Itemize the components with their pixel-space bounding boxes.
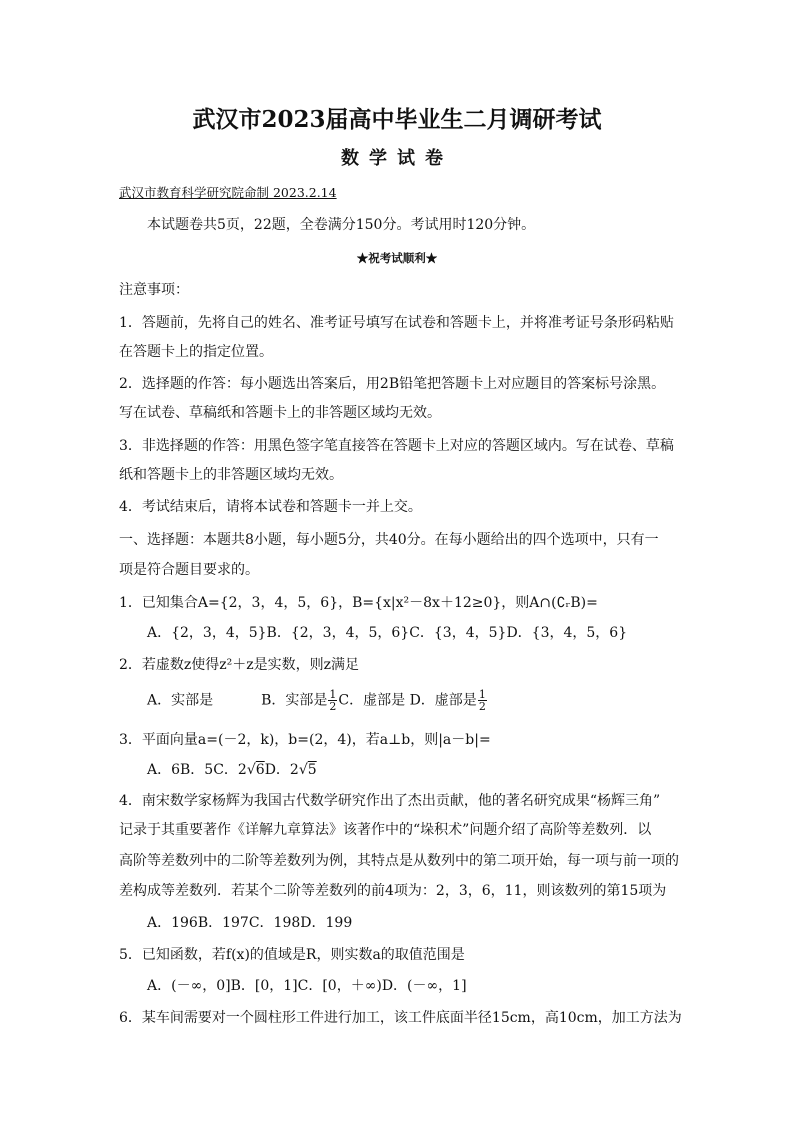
question-5-stem: 5．已知函数，若f(x)的值域是R，则实数a的取值范围是 [119,947,465,963]
fraction-one-half [328,689,337,712]
note-2-line-1: 2．选择题的作答：每小题选出答案后，用2B铅笔把答题卡上对应题目的答案标号涂黑。 [119,376,666,392]
note-1-line-1: 1．答题前，先将自己的姓名、准考证号填写在试卷和答题卡上，并将准考证号条形码粘贴 [119,315,674,331]
question-5-options: A．(－∞，0]B．[0，1]C．[0，＋∞)D．(－∞，1] [147,978,467,994]
exam-intro: 本试题卷共5页，22题，全卷满分150分。考试用时120分钟。 [147,217,536,233]
issuer-stamp: 武汉市教育科学研究院命制 2023.2.14 [119,185,337,200]
note-2-line-2: 写在试卷、草稿纸和答题卡上的非答题区域均无效。 [119,405,441,421]
section-1-heading-line-2: 项是符合题目要求的。 [119,562,259,578]
exam-title: 武汉市2023届高中毕业生二月调研考试 [192,106,602,133]
question-1-stem: 1．已知集合A={2，3，4，5，6}，B={x|x²－8x＋12≥0}，则A∩(∁ᵣB)= [119,595,598,611]
fraction-numerator-2: 1 [478,688,486,701]
exam-subtitle: 数学试卷 [341,148,453,169]
notes-heading: 注意事项： [119,282,189,298]
question-2-option-b: B．实部是 [261,692,328,709]
question-2-option-cd: C．虚部是 D．虚部是 [338,692,477,709]
radicand-5: 5 [307,762,317,778]
question-6-stem: 6．某车间需要对一个圆柱形工件进行加工，该工件底面半径15cm，高10cm，加工方法为 [119,1010,682,1026]
fraction-one-half-2 [478,689,487,712]
question-3-options-pre: A．6B．5C．2√ [147,762,256,778]
question-4-line-4: 差构成等差数列．若某个二阶等差数列的前4项为：2，3，6，11，则该数列的第15项为 [119,883,667,899]
question-2-stem: 2．若虚数z使得z²＋z是实数，则z满足 [119,657,360,673]
question-3-options-mid: D．2√ [264,762,308,778]
question-4-line-1: 4．南宋数学家杨辉为我国古代数学研究作出了杰出贡献，他的著名研究成果“杨辉三角” [119,793,661,809]
question-4-line-2: 记录于其重要著作《详解九章算法》该著作中的“垛积术”问题介绍了高阶等差数列．以 [119,822,652,838]
question-1-options: A．{2，3，4，5}B．{2，3，4，5，6}C．{3，4，5}D．{3，4，5，6} [147,625,628,641]
question-2-options [147,689,488,712]
question-4-options: A．196B．197C．198D．199 [147,915,353,931]
note-3-line-1: 3．非选择题的作答：用黑色签字笔直接答在答题卡上对应的答题区域内。写在试卷、草稿 [119,438,674,454]
fraction-denominator-2: 2 [478,700,486,713]
section-1-heading-line-1: 一、选择题：本题共8小题，每小题5分，共40分。在每小题给出的四个选项中，只有一 [119,532,659,548]
question-3-options [147,761,317,779]
question-2-option-a: A．实部是 [147,692,214,709]
fraction-denominator: 2 [329,700,337,713]
note-3-line-2: 纸和答题卡上的非答题区域均无效。 [119,467,343,483]
note-4: 4．考试结束后，请将本试卷和答题卡一并上交。 [119,499,422,515]
radicand-6: 6 [255,762,265,778]
fraction-numerator: 1 [329,688,337,701]
question-3-stem: 3．平面向量a=(－2，k)，b=(2，4)，若a⊥b，则|a－b|= [119,732,491,748]
blessing-text: ★祝考试顺利★ [356,251,438,265]
note-1-line-2: 在答题卡上的指定位置。 [119,344,273,360]
question-4-line-3: 高阶等差数列中的二阶等差数列为例，其特点是从数列中的第二项开始，每一项与前一项的 [119,853,679,869]
